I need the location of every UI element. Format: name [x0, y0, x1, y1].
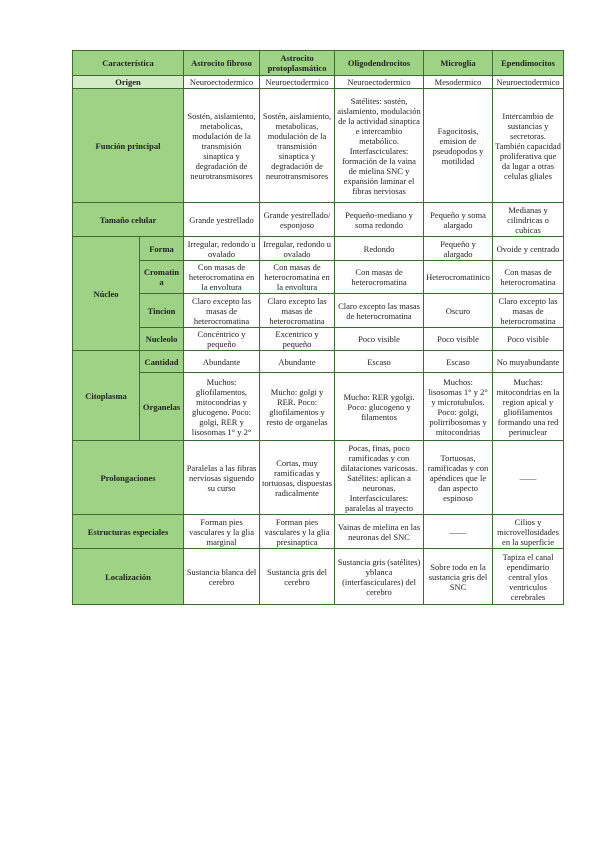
header-row	[73, 51, 564, 76]
cell-tincion-2: Claro excepto las masas de heterocromatina	[260, 294, 335, 328]
cell-nucleolo-5: Poco visible	[493, 328, 564, 351]
cell-tamano-1: Grande yestrellado	[184, 203, 260, 237]
cell-localizacion-2: Sustancia gris del cerebro	[260, 549, 335, 605]
row-prolongaciones	[73, 441, 564, 515]
cell-cantidad-1: Abundante	[184, 351, 260, 373]
header-microglia: Microglía	[424, 51, 493, 76]
label-localizacion: Localización	[73, 549, 184, 605]
cell-prolongaciones-4: Tortuosas, ramificadas y con apéndices que le dan aspecto espinoso	[424, 441, 493, 515]
cell-organelas-1: Muchos: gliofilamentos, mitocondrias y glucogeno. Poco: golgi, RER y lisosomas 1° y 2°	[184, 373, 260, 441]
cell-cantidad-3: Escaso	[335, 351, 424, 373]
cell-tamano-2: Grande yestrellado/ esponjoso	[260, 203, 335, 237]
label-tamano: Tamaño celular	[73, 203, 184, 237]
cell-cromatina-5: Con masas de heterocromatina	[493, 261, 564, 294]
row-nucleo-nucleolo	[73, 328, 564, 351]
cell-cromatina-3: Con masas de heterocromatina	[335, 261, 424, 294]
row-funcion	[73, 89, 564, 203]
row-estructuras	[73, 515, 564, 549]
cell-funcion-5: Intercambio de sustancias y secretoras. También capacidad proliferativa que da lugar a otras celulas gliales	[493, 89, 564, 203]
cell-nucleolo-4: Poco visible	[424, 328, 493, 351]
cell-localizacion-5: Tapiza el canal ependimario central ylos ventriculos cerebrales	[493, 549, 564, 605]
label-nucleo: Núcleo	[73, 237, 140, 351]
label-tincion: Tincion	[140, 294, 184, 328]
cell-cantidad-4: Escaso	[424, 351, 493, 373]
cell-tincion-5: Claro excepto las masas de heterocromatina	[493, 294, 564, 328]
row-nucleo-forma	[73, 237, 564, 261]
cell-organelas-5: Muchas: mitocondrias en la region apical y gliofilamentos formando una red perinuclear	[493, 373, 564, 441]
cell-organelas-4: Muchos: lisosomas 1° y 2° y microtubulos. Poco: golgi, polirribosomas y mitocondrias	[424, 373, 493, 441]
cell-prolongaciones-1: Paralelas a las fibras nerviosas siguendo su curso	[184, 441, 260, 515]
cell-origen-5: Neuroectodermico	[493, 76, 564, 89]
cell-tincion-1: Claro excepto las masas de heterocromatina	[184, 294, 260, 328]
row-nucleo-tincion	[73, 294, 564, 328]
cell-estructuras-2: Forman pies vasculares y la glia presinaptica	[260, 515, 335, 549]
cell-organelas-3: Mucho: RER ygolgi. Poco: glucogeno y filamentos	[335, 373, 424, 441]
cell-cromatina-4: Heterocromatinico	[424, 261, 493, 294]
cell-prolongaciones-2: Cortas, muy ramificadas y tortuosas, dispuestas radicalmente	[260, 441, 335, 515]
row-nucleo-cromatina	[73, 261, 564, 294]
label-organelas: Organelas	[140, 373, 184, 441]
cell-estructuras-1: Forman pies vasculares y la glia marginal	[184, 515, 260, 549]
cell-cromatina-2: Con masas de heterocromatina en la envoltura	[260, 261, 335, 294]
cell-funcion-3: Satélites: sostén, aislamiento, modulación de la actividad sinaptica e intercambio metabólico. Interfasciculares: formación de la vaina de mielina SNC y expansión laminar el fibras nerviosas	[335, 89, 424, 203]
cell-prolongaciones-5: ——	[493, 441, 564, 515]
cell-localizacion-4: Sobre todo en la sustancia gris del SNC	[424, 549, 493, 605]
cell-origen-2: Neuroectodermico	[260, 76, 335, 89]
header-astrocito-protoplasmatico: Astrocito protoplasmático	[260, 51, 335, 76]
cell-tincion-3: Claro excepto las masas de heterocromatina	[335, 294, 424, 328]
header-astrocito-fibroso: Astrocito fibroso	[184, 51, 260, 76]
cell-forma-2: Irregular, redondo u ovalado	[260, 237, 335, 261]
glia-comparison-table	[72, 50, 564, 605]
row-tamano	[73, 203, 564, 237]
cell-forma-4: Pequeño y alargado	[424, 237, 493, 261]
cell-forma-1: Irregular, redondo u ovalado	[184, 237, 260, 261]
cell-forma-5: Ovoide y centrado	[493, 237, 564, 261]
cell-estructuras-5: Cilios y microvellosidades en la superficie	[493, 515, 564, 549]
label-nucleolo: Nucleolo	[140, 328, 184, 351]
cell-organelas-2: Mucho: golgi y RER. Poco: gliofilamentos y resto de organelas	[260, 373, 335, 441]
row-origen	[73, 76, 564, 89]
label-cromatina: Cromatina	[140, 261, 184, 294]
cell-funcion-1: Sostén, aislamiento, metabolicas, modulación de la transmisión sinaptica y degradación de neurotransmisores	[184, 89, 260, 203]
header-ependimocitos: Ependimocitos	[493, 51, 564, 76]
label-estructuras: Estructuras especiales	[73, 515, 184, 549]
header-caracteristica: Característica	[73, 51, 184, 76]
cell-origen-4: Mesodermico	[424, 76, 493, 89]
cell-nucleolo-2: Excentrico y pequeño	[260, 328, 335, 351]
row-citoplasma-organelas	[73, 373, 564, 441]
label-citoplasma: Citoplasma	[73, 351, 140, 441]
cell-tamano-3: Pequeño-mediano y soma redondo	[335, 203, 424, 237]
header-oligodendrocitos: Oligodendrocitos	[335, 51, 424, 76]
cell-estructuras-3: Vainas de mielina en las neuronas del SNC	[335, 515, 424, 549]
cell-nucleolo-3: Poco visible	[335, 328, 424, 351]
cell-funcion-4: Fagocitosis, emision de pseudopodos y motilidad	[424, 89, 493, 203]
cell-prolongaciones-3: Pocas, finas, poco ramificadas y con dilataciones varicosas. Satélites: aplican a neuronas. Interfasciculares: paralelas al trayecto	[335, 441, 424, 515]
cell-cantidad-2: Abundante	[260, 351, 335, 373]
label-cantidad: Cantidad	[140, 351, 184, 373]
label-funcion: Función principal	[73, 89, 184, 203]
cell-tincion-4: Oscuro	[424, 294, 493, 328]
cell-cromatina-1: Con masas de heterocromatina en la envoltura	[184, 261, 260, 294]
cell-localizacion-1: Sustancia blanca del cerebro	[184, 549, 260, 605]
cell-tamano-4: Pequeño y soma alargado	[424, 203, 493, 237]
cell-nucleolo-1: Concéntrico y pequeño	[184, 328, 260, 351]
cell-localizacion-3: Sustancia gris (satélites) yblanca (interfasciculares) del cerebro	[335, 549, 424, 605]
label-forma: Forma	[140, 237, 184, 261]
cell-funcion-2: Sostén, aislamiento, metabolicas, modulación de la transmisión sinaptica y degradación de neurotransmisores	[260, 89, 335, 203]
cell-estructuras-4: ——	[424, 515, 493, 549]
cell-origen-1: Neuroectodermico	[184, 76, 260, 89]
label-prolongaciones: Prolongaciones	[73, 441, 184, 515]
cell-tamano-5: Medianas y cilindricas o cubicas	[493, 203, 564, 237]
cell-cantidad-5: No muyabundante	[493, 351, 564, 373]
row-citoplasma-cantidad	[73, 351, 564, 373]
label-origen: Origen	[73, 76, 184, 89]
cell-origen-3: Neuroectodermico	[335, 76, 424, 89]
row-localizacion	[73, 549, 564, 605]
cell-forma-3: Redondo	[335, 237, 424, 261]
